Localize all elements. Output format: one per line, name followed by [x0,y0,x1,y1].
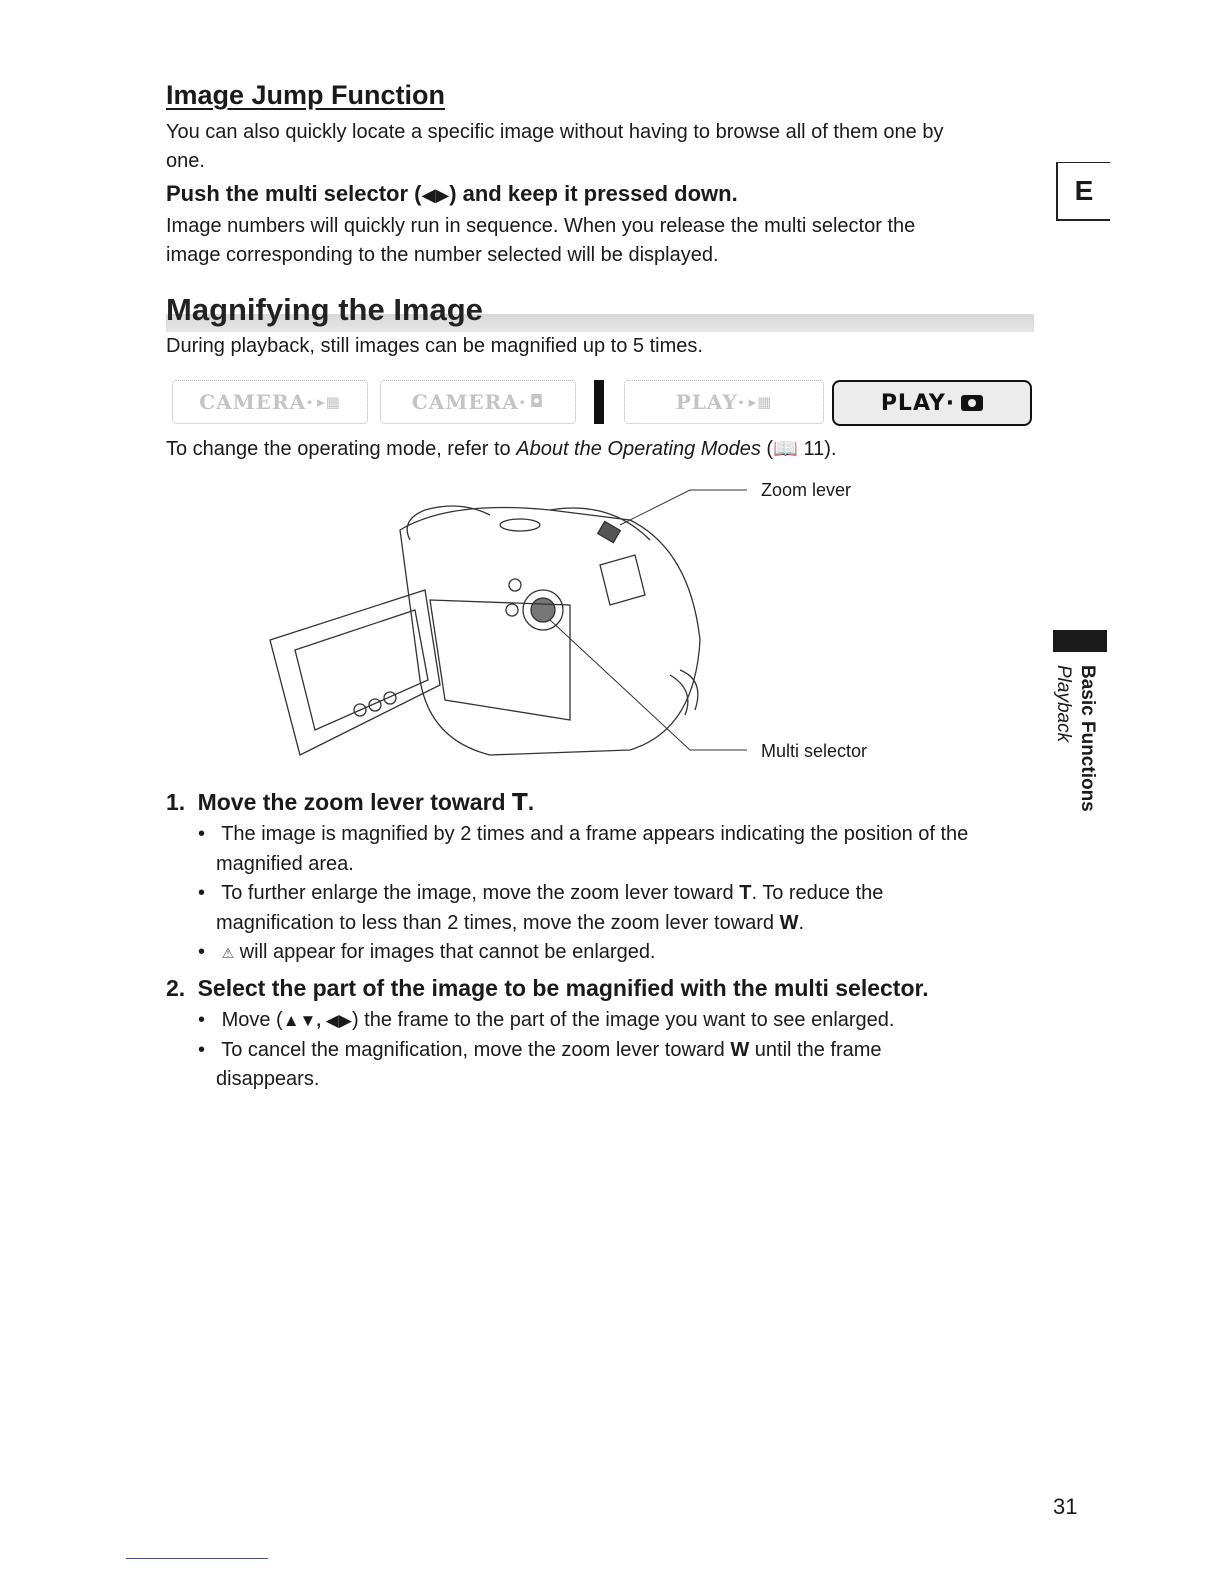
operating-modes-reference[interactable]: About the Operating Modes [516,438,761,460]
step-2-number: 2. [166,975,186,1001]
jump-instruction [166,181,738,207]
page-number: 31 [1053,1494,1078,1519]
magnifying-title-text: Magnifying the Image [166,292,483,327]
subchapter-label: Playback [1053,665,1074,743]
bullet-3-text: will appear for images that cannot be enlarged. [234,941,656,963]
mode-camera-photo [380,380,576,424]
mode-divider [594,380,604,424]
language-tab: E [1056,162,1110,221]
section-title-image-jump: Image Jump Function [166,80,446,110]
step-2-title [166,975,929,1002]
bullet-2-line-2-pre: magnification to less than 2 times, move the zoom lever toward [216,911,780,934]
step-1-title [166,789,534,816]
cannot-enlarge-icon: ⚠ [221,945,235,961]
footer-rule [126,1558,268,1559]
step-2-bullets [198,1006,1048,1095]
step-2-bullet-2-post: until the frame [749,1038,882,1061]
bullet-1-line-1: The image is magnified by 2 times and a frame appears indicating the position of the [221,823,969,845]
step-1-number: 1. [166,789,186,815]
mode-camera-movie-label: CAMERA· [199,390,315,414]
bullet-2-line-2-post: . [798,911,805,934]
step-2-bullet-2-pre: To cancel the magnification, move the zoom lever toward [221,1038,731,1061]
zoom-lever-leader [620,490,747,525]
mode-play-photo [832,380,1032,426]
step-1-title-text: Move the zoom lever toward [197,789,512,815]
change-mode-note [166,435,837,464]
mode-play-movie-label: PLAY· [675,390,746,414]
step-1-title-end: . [527,789,535,815]
chapter-label: Basic Functions [1077,665,1098,812]
step-2-bullet-2-line-2: disappears. [216,1068,320,1090]
instruction-post: ) and keep it pressed down. [449,181,738,206]
multi-selector-leader [550,620,747,750]
instruction-pre: Push the multi selector ( [166,181,422,206]
step-2-bullet-1 [198,1006,1048,1036]
step-1-bullet-2 [198,879,1048,938]
still-camera-icon: ◘ [529,392,545,412]
image-jump-body [166,212,1046,270]
step-2-bullet-1-pre: Move ( [221,1009,283,1031]
step-2-bullet-1-post: ) the frame to the part of the image you want to see enlarged. [351,1009,895,1031]
movie-camera-icon: ▸▦ [317,393,341,411]
step-1-bullet-3 [198,938,1048,969]
chapter-marker-bar [1053,630,1107,652]
tele-key: T [511,790,528,816]
step-2-bullet-2 [198,1036,1048,1095]
mode-camera-movie [172,380,368,424]
change-mode-post: (📖 11). [760,438,837,460]
camcorder-illustration [250,470,770,780]
multi-selector-label: Multi selector [761,741,868,761]
zoom-lever-shape [598,521,621,542]
tele-key: T [739,882,752,904]
wide-key: W [730,1038,750,1061]
zoom-lever-label: Zoom lever [761,480,852,500]
intro-line-2: one. [166,150,205,172]
bullet-2-line-1-pre: To further enlarge the image, move the zoom lever toward [221,882,740,904]
magnify-intro: During playback, still images can be magnified up to 5 times. [166,335,703,357]
step-2-title-text: Select the part of the image to be magnified with the multi selector. [197,975,929,1001]
section-title-magnifying [166,292,1034,332]
mode-camera-photo-label: CAMERA· [411,390,527,414]
intro-line-1: You can also quickly locate a specific image without having to browse all of them one by [166,121,944,143]
body-line-1: Image numbers will quickly run in sequence. When you release the multi selector the [166,215,916,237]
direction-arrows-icon: ▲▼, ◀▶ [282,1011,352,1030]
still-camera-icon [961,395,983,411]
mode-play-photo-label: PLAY· [880,390,956,416]
mode-play-movie [624,380,824,424]
left-right-arrows-icon: ◀▶ [421,185,450,205]
wide-key: W [779,911,799,934]
step-1-bullet-1 [198,820,1048,879]
change-mode-pre: To change the operating mode, refer to [166,438,517,460]
image-jump-intro [166,118,1046,176]
step-1-bullets [198,820,1048,969]
bullet-1-line-2: magnified area. [216,852,354,875]
movie-camera-icon: ▸▦ [748,393,773,411]
lcd-panel [270,590,440,755]
bullet-2-line-1-post: . To reduce the [751,882,884,904]
body-line-2: image corresponding to the number selected will be displayed. [166,244,719,266]
